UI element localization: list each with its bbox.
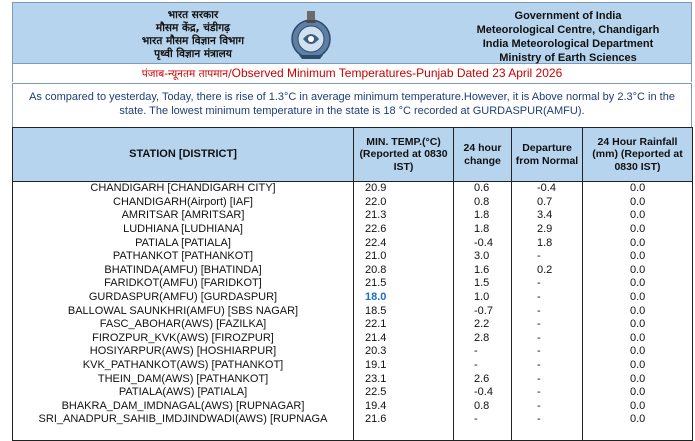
rainfall-cell: 0.0	[583, 264, 693, 278]
min-temp-cell: 18.5	[354, 304, 454, 318]
blank-cell	[454, 427, 512, 441]
table-row	[13, 250, 693, 264]
header-english-line: India Meteorological Department	[482, 38, 654, 50]
min-temp-cell: 20.9	[354, 182, 454, 196]
station-cell: PATIALA [PATIALA]	[13, 236, 354, 250]
min-temp-cell: 20.8	[354, 264, 454, 278]
table-row	[13, 359, 693, 373]
rainfall-cell: 0.0	[583, 345, 693, 359]
min-temp-cell: 22.1	[354, 318, 454, 332]
blank-cell	[354, 427, 454, 441]
min-temp-cell: 22.0	[354, 196, 454, 210]
rainfall-cell: 0.0	[583, 372, 693, 386]
column-header-change: 24 hour change	[454, 128, 512, 182]
table-row	[13, 209, 693, 223]
station-cell: CHANDIGARH(Airport) [IAF]	[13, 196, 354, 210]
station-cell: HOSIYARPUR(AWS) [HOSHIARPUR]	[13, 345, 354, 359]
departure-cell: -	[512, 413, 583, 427]
rainfall-cell: 0.0	[583, 209, 693, 223]
min-temp-cell: 21.4	[354, 332, 454, 346]
min-temp-cell: 22.5	[354, 386, 454, 400]
min-temp-cell: 22.4	[354, 236, 454, 250]
table-row	[13, 345, 693, 359]
rainfall-cell: 0.0	[583, 250, 693, 264]
min-temp-cell: 20.3	[354, 345, 454, 359]
table-row-blank	[13, 427, 693, 441]
rainfall-cell: 0.0	[583, 400, 693, 414]
departure-cell: -	[512, 345, 583, 359]
header-english-line: Meteorological Centre, Chandigarh	[476, 24, 660, 36]
column-header-rainfall: 24 Hour Rainfall (mm) (Reported at 0830 IST)	[583, 128, 693, 182]
min-temp-cell: 21.5	[354, 277, 454, 291]
min-temp-cell: 21.3	[354, 209, 454, 223]
table-header-row	[13, 128, 693, 182]
change-cell: 2.6	[454, 372, 512, 386]
departure-cell: -	[512, 304, 583, 318]
temperature-table	[12, 127, 693, 441]
station-cell: FARIDKOT(AMFU) [FARIDKOT]	[13, 277, 354, 291]
header-band	[12, 2, 692, 64]
change-cell: -	[454, 413, 512, 427]
column-header-station: STATION [DISTRICT]	[13, 128, 354, 182]
rainfall-cell: 0.0	[583, 386, 693, 400]
header-english	[453, 9, 683, 65]
min-temp-cell: 23.1	[354, 372, 454, 386]
departure-cell: -	[512, 291, 583, 305]
rainfall-cell: 0.0	[583, 304, 693, 318]
table-row	[13, 264, 693, 278]
rainfall-cell: 0.0	[583, 236, 693, 250]
table-row	[13, 196, 693, 210]
blank-cell	[583, 427, 693, 441]
rainfall-cell: 0.0	[583, 182, 693, 196]
change-cell: 1.0	[454, 291, 512, 305]
station-cell: FIROZPUR_KVK(AWS) [FIROZPUR]	[13, 332, 354, 346]
blank-cell	[512, 427, 583, 441]
departure-cell: -	[512, 372, 583, 386]
station-cell: BHAKRA_DAM_IMDNAGAL(AWS) [RUPNAGAR]	[13, 400, 354, 414]
change-cell: 0.6	[454, 182, 512, 196]
change-cell: 2.8	[454, 332, 512, 346]
table-row	[13, 332, 693, 346]
departure-cell: 2.9	[512, 223, 583, 237]
station-cell: FASC_ABOHAR(AWS) [FAZILKA]	[13, 318, 354, 332]
departure-cell: -	[512, 277, 583, 291]
change-cell: -	[454, 359, 512, 373]
header-hindi-line: भारत मौसम विज्ञान विभाग	[141, 35, 245, 47]
departure-cell: -	[512, 318, 583, 332]
table-row	[13, 386, 693, 400]
change-cell: -0.4	[454, 236, 512, 250]
station-cell: CHANDIGARH [CHANDIGARH CITY]	[13, 182, 354, 196]
header-hindi	[118, 9, 268, 61]
station-cell: AMRITSAR [AMRITSAR]	[13, 209, 354, 223]
title-hindi: पंजाब-न्यूनतम तापमान/	[141, 68, 232, 80]
change-cell: 1.8	[454, 223, 512, 237]
departure-cell: -0.4	[512, 182, 583, 196]
departure-cell: -	[512, 400, 583, 414]
min-temp-cell: 22.6	[354, 223, 454, 237]
rainfall-cell: 0.0	[583, 196, 693, 210]
header-english-line: Ministry of Earth Sciences	[499, 52, 637, 64]
min-temp-cell: 21.0	[354, 250, 454, 264]
change-cell: 0.8	[454, 400, 512, 414]
departure-cell: -	[512, 359, 583, 373]
column-header-departure: Departure from Normal	[512, 128, 583, 182]
table-row	[13, 182, 693, 196]
header-hindi-line: पृथ्वी विज्ञान मंत्रालय	[154, 48, 232, 60]
change-cell: 1.8	[454, 209, 512, 223]
station-cell: BHATINDA(AMFU) [BHATINDA]	[13, 264, 354, 278]
change-cell: 2.2	[454, 318, 512, 332]
departure-cell: -	[512, 386, 583, 400]
header-hindi-line: मौसम केंद्र, चंडीगढ़	[155, 22, 231, 34]
station-cell: PATHANKOT [PATHANKOT]	[13, 250, 354, 264]
departure-cell: -	[512, 332, 583, 346]
table-row	[13, 400, 693, 414]
imd-emblem-icon	[289, 9, 333, 61]
change-cell: -	[454, 345, 512, 359]
rainfall-cell: 0.0	[583, 291, 693, 305]
change-cell: 0.8	[454, 196, 512, 210]
rainfall-cell: 0.0	[583, 413, 693, 427]
report-title	[12, 64, 692, 82]
change-cell: -0.4	[454, 386, 512, 400]
station-cell: SRI_ANADPUR_SAHIB_IMDJINDWADI(AWS) [RUPNAGA	[13, 413, 354, 427]
table-body	[13, 182, 693, 441]
rainfall-cell: 0.0	[583, 332, 693, 346]
departure-cell: 3.4	[512, 209, 583, 223]
table-row	[13, 318, 693, 332]
station-cell: KVK_PATHANKOT(AWS) [PATHANKOT]	[13, 359, 354, 373]
summary-text: As compared to yesterday, Today, there is rise of 1.3°C in average minimum temperature.However, it is Above normal by 2.3°C in the state. The lowest minimum temperature in the state is 18 °C recorded at GURDASPUR(AMFU).	[12, 83, 692, 127]
table-row	[13, 413, 693, 427]
change-cell: 3.0	[454, 250, 512, 264]
table-row	[13, 277, 693, 291]
departure-cell: -	[512, 250, 583, 264]
min-temp-cell: 21.6	[354, 413, 454, 427]
rainfall-cell: 0.0	[583, 318, 693, 332]
rainfall-cell: 0.0	[583, 277, 693, 291]
station-cell: GURDASPUR(AMFU) [GURDASPUR]	[13, 291, 354, 305]
table-row	[13, 223, 693, 237]
column-header-min-temp: MIN. TEMP.(°C) (Reported at 0830 IST)	[354, 128, 454, 182]
blank-cell	[13, 427, 354, 441]
departure-cell: 0.7	[512, 196, 583, 210]
header-english-line: Government of India	[514, 10, 622, 22]
table-row	[13, 236, 693, 250]
change-cell: 1.5	[454, 277, 512, 291]
change-cell: -0.7	[454, 304, 512, 318]
change-cell: 1.6	[454, 264, 512, 278]
min-temp-cell: 19.1	[354, 359, 454, 373]
min-temp-cell-lowest: 18.0	[354, 291, 454, 305]
station-cell: THEIN_DAM(AWS) [PATHANKOT]	[13, 372, 354, 386]
table-row	[13, 372, 693, 386]
title-english: Observed Minimum Temperatures-Punjab Dated 23 April 2026	[231, 66, 563, 80]
rainfall-cell: 0.0	[583, 359, 693, 373]
station-cell: LUDHIANA [LUDHIANA]	[13, 223, 354, 237]
table-row	[13, 291, 693, 305]
min-temp-cell: 19.4	[354, 400, 454, 414]
rainfall-cell: 0.0	[583, 223, 693, 237]
station-cell: PATIALA(AWS) [PATIALA]	[13, 386, 354, 400]
station-cell: BALLOWAL SAUNKHRI(AMFU) [SBS NAGAR]	[13, 304, 354, 318]
departure-cell: 0.2	[512, 264, 583, 278]
departure-cell: 1.8	[512, 236, 583, 250]
table-row	[13, 304, 693, 318]
header-hindi-line: भारत सरकार	[167, 9, 219, 21]
